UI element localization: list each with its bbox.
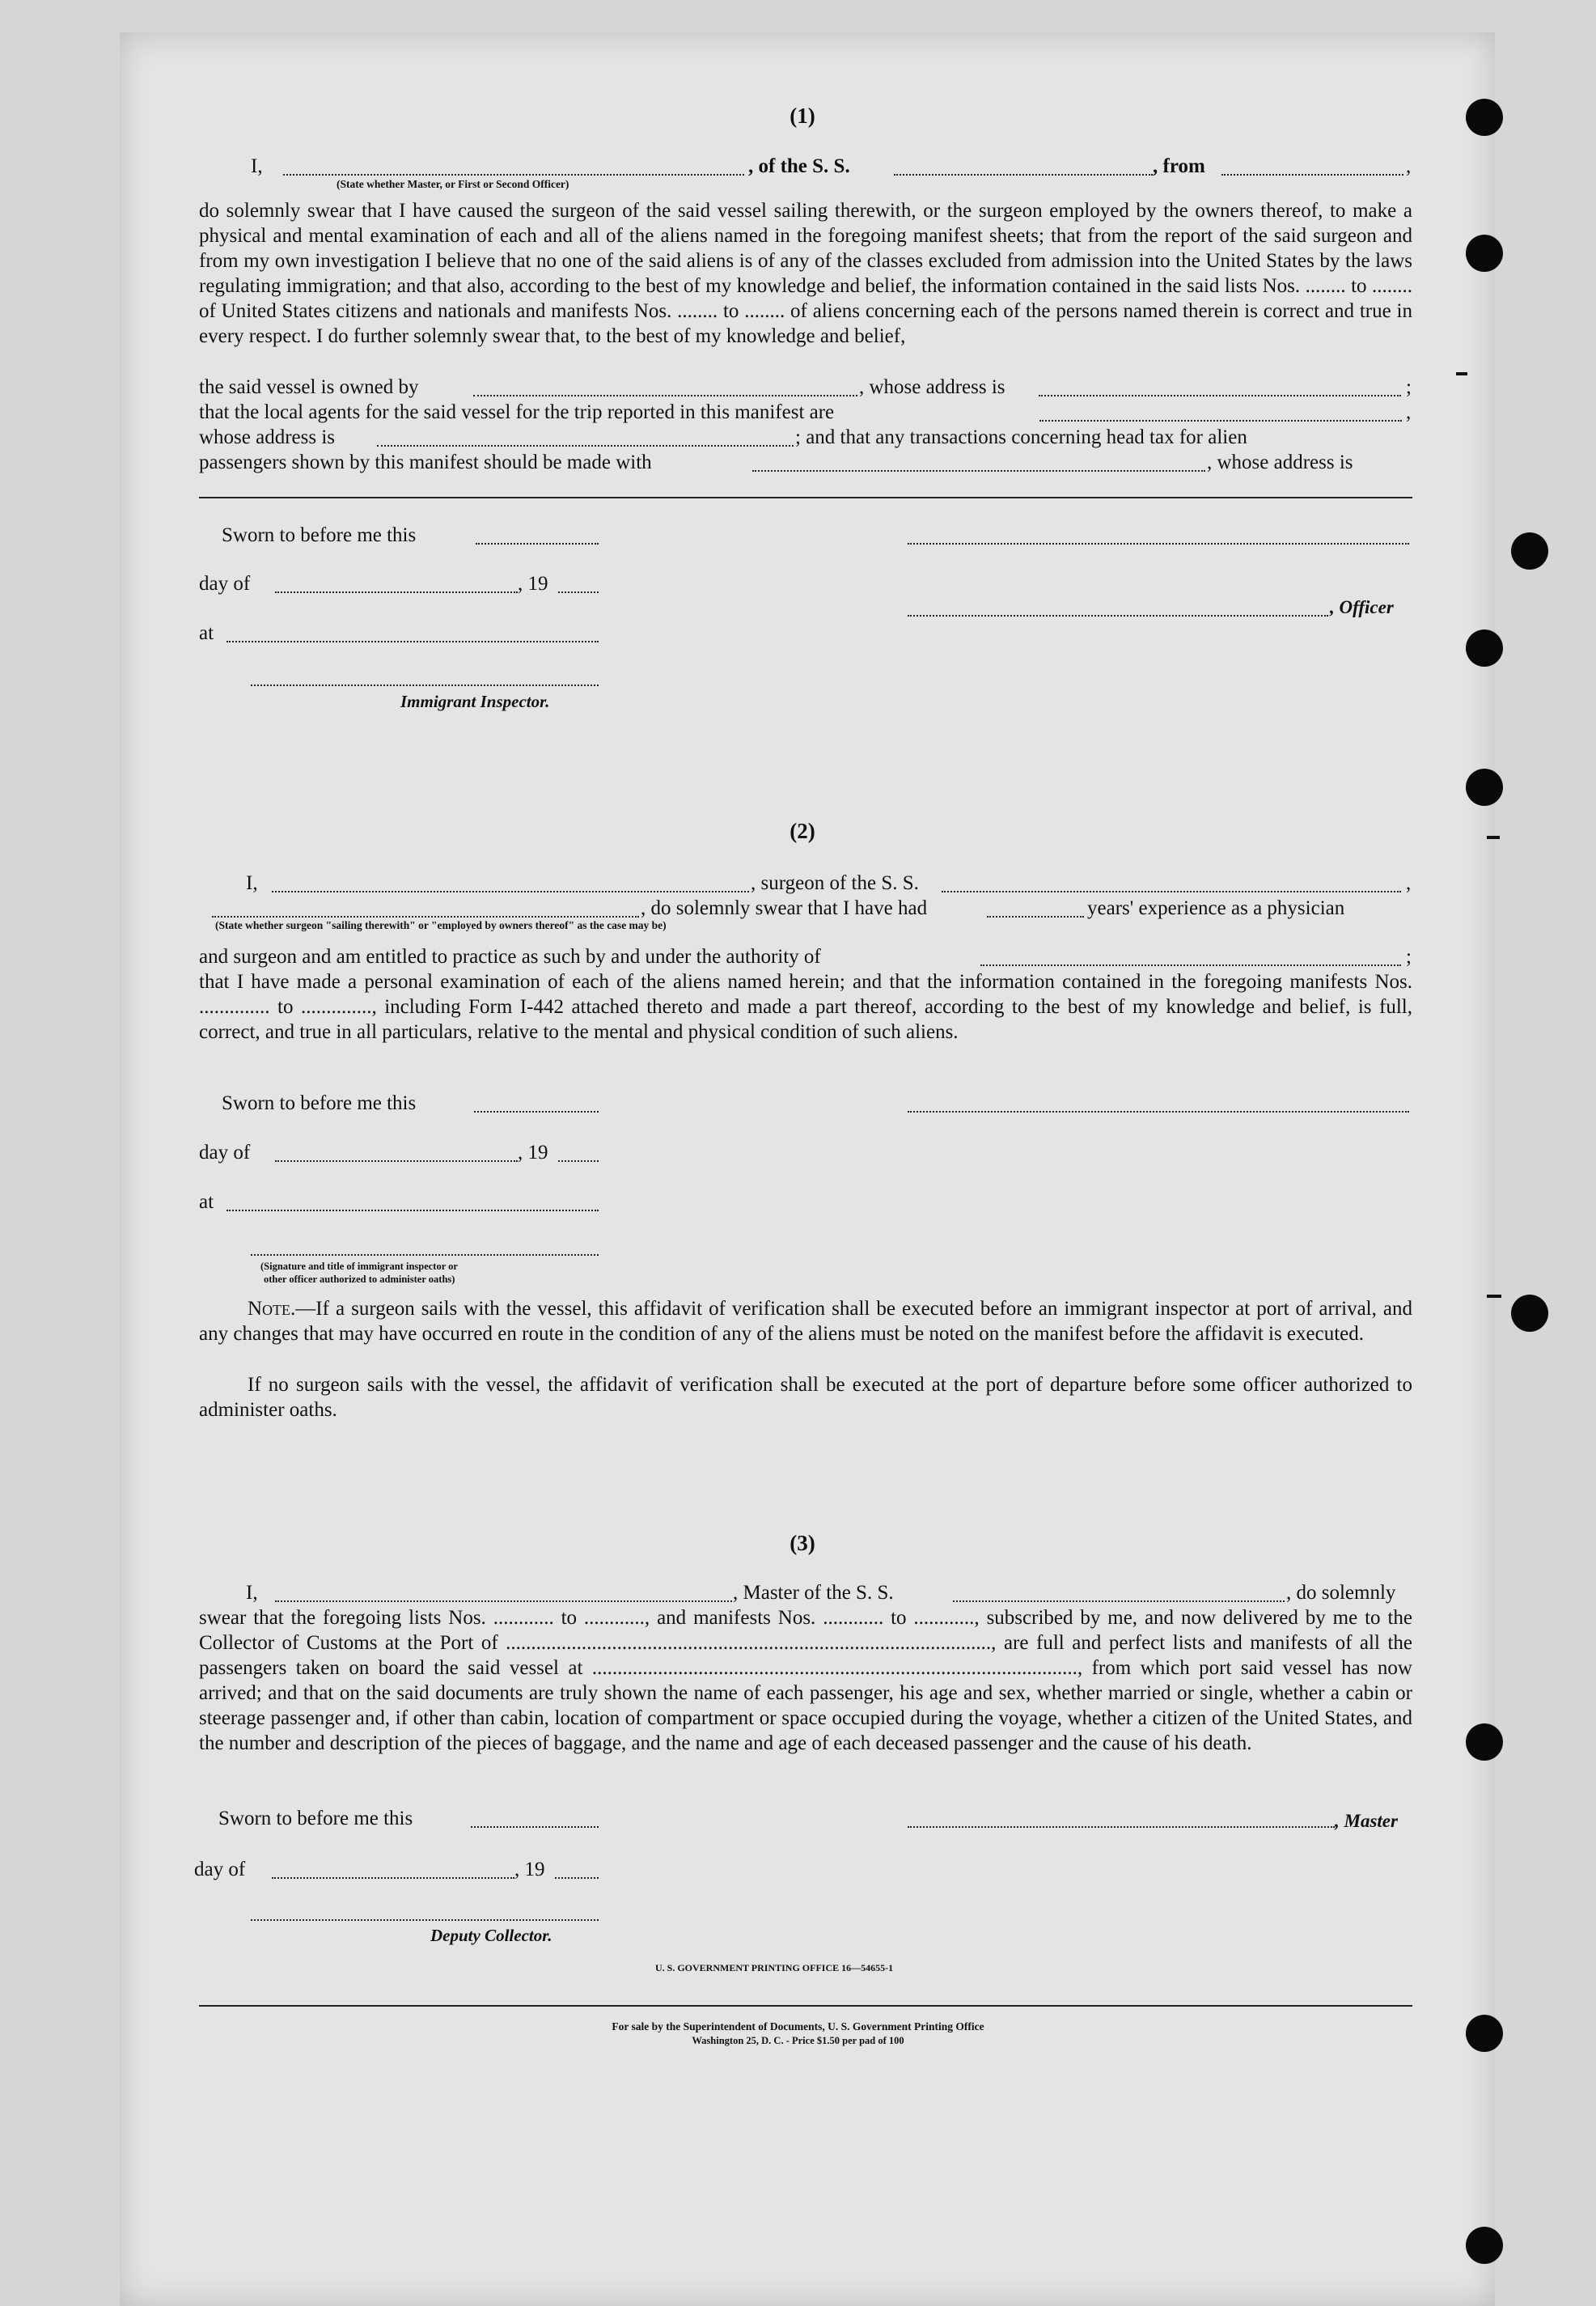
s2-day-label: day of xyxy=(199,1142,251,1164)
s1-sworn-label: Sworn to before me this xyxy=(222,524,417,546)
s1-name-field[interactable] xyxy=(283,174,744,176)
s2-status-caption: (State whether surgeon "sailing therewith" or "employed by owners thereof" as the case may be) xyxy=(215,919,667,931)
s2-note-text: —If a surgeon sails with the vessel, this affidavit of verification shall be executed before an immigrant inspector at port of arrival, and any changes that may have occurred en route in the condition of any of the aliens must be noted on the manifest before the affidavit is executed. xyxy=(199,1298,1412,1345)
s1-from-field[interactable] xyxy=(1221,174,1403,176)
s1-agents-label: that the local agents for the said vessel for the trip reported in this manifest are xyxy=(199,401,835,423)
s3-year-label: , 19 xyxy=(514,1859,545,1880)
s1-year-field[interactable] xyxy=(558,591,599,593)
s1-separator xyxy=(199,497,1412,498)
s3-day-field[interactable] xyxy=(272,1877,514,1879)
s3-master-label: , Master xyxy=(1335,1811,1398,1831)
footer-line-1: For sale by the Superintendent of Documents, U. S. Government Printing Office xyxy=(612,2020,984,2033)
s2-note-label: Note. xyxy=(248,1298,296,1320)
s1-prefix: I, xyxy=(251,155,263,177)
s2-authority-field[interactable] xyxy=(980,964,1401,966)
s2-day-field[interactable] xyxy=(275,1160,518,1162)
s1-officer-label: , Officer xyxy=(1330,597,1394,617)
s2-signature-caption-1: (Signature and title of immigrant inspector or xyxy=(260,1261,458,1272)
s2-practice-label: and surgeon and am entitled to practice as such by and under the authority of xyxy=(199,946,821,968)
s3-collector-label: Deputy Collector. xyxy=(430,1926,552,1945)
s3-prefix: I, xyxy=(246,1582,258,1604)
punch-hole xyxy=(1466,99,1503,136)
s2-name-field[interactable] xyxy=(272,891,749,892)
s1-day-label: day of xyxy=(199,573,251,595)
s1-at-label: at xyxy=(199,622,214,644)
s2-note-paragraph xyxy=(199,1296,1412,1346)
s1-inspector-field[interactable] xyxy=(251,685,599,686)
s3-oath-text: swear that the foregoing lists Nos. ............ to ............, and manifests Nos. ............ to ............, subscribed by me, and now delivered by me to the Collector of Customs at the Port of ................................................................................................, are full and perfect lists and manifests of all the passengers taken on board the said vessel at ................................................................................................, from which port said vessel has now arrived; and that on the said documents are truly shown the name of each passenger, his age and sex, whether married or single, whether a cabin or steerage passenger and, if other than cabin, location of compartment or space occupied during the voyage, whether a citizen of the United States, and the number and description of the pieces of baggage, and the name and age of each deceased passenger and the cause of his death. xyxy=(199,1607,1412,1754)
punch-hole xyxy=(1511,1295,1548,1332)
s1-year-label: , 19 xyxy=(518,573,548,595)
s2-sworn-label: Sworn to before me this xyxy=(222,1092,417,1114)
s1-vessel-field[interactable] xyxy=(894,174,1153,176)
s1-inspector-label: Immigrant Inspector. xyxy=(400,692,550,711)
s1-day-field[interactable] xyxy=(275,591,518,593)
s2-surgeon-of: , surgeon of the S. S. xyxy=(751,872,919,894)
s2-note2-text: If no surgeon sails with the vessel, the affidavit of verification shall be executed at the port of departure before some officer authorized to administer oaths. xyxy=(199,1374,1412,1421)
punch-hole xyxy=(1511,532,1548,570)
s3-year-field[interactable] xyxy=(555,1877,599,1879)
s2-sworn-field[interactable] xyxy=(474,1111,599,1113)
s2-surgeon-sign-field[interactable] xyxy=(908,1111,1409,1113)
s1-at-field[interactable] xyxy=(226,641,599,642)
s1-head-tax-field[interactable] xyxy=(752,470,1205,472)
s2-years-field[interactable] xyxy=(987,916,1084,918)
s1-agents-address-label: whose address is xyxy=(199,426,336,448)
printing-office-line: U. S. GOVERNMENT PRINTING OFFICE 16—54655-1 xyxy=(655,1962,894,1973)
s3-master-sign-field[interactable] xyxy=(908,1826,1335,1828)
s2-years-text: years' experience as a physician xyxy=(1087,897,1345,919)
section-1-number: (1) xyxy=(790,104,815,128)
s1-owner-address-label: , whose address is xyxy=(859,376,1005,398)
s3-do-solemnly: , do solemnly xyxy=(1286,1582,1396,1604)
s3-day-label: day of xyxy=(194,1859,246,1880)
s1-head-tax-text: ; and that any transactions concerning head tax for alien xyxy=(795,426,1247,448)
s3-sworn-field[interactable] xyxy=(471,1826,599,1828)
s1-officer-sign-field[interactable] xyxy=(908,615,1328,617)
s1-owned-by-label: the said vessel is owned by xyxy=(199,376,419,398)
s1-officer-caption: (State whether Master, or First or Second Officer) xyxy=(337,178,569,190)
footer-line-2: Washington 25, D. C. - Price $1.50 per pad of 100 xyxy=(692,2035,904,2046)
s2-prefix: I, xyxy=(246,872,258,894)
s1-agents-address-field[interactable] xyxy=(377,445,794,447)
s1-owner-field[interactable] xyxy=(473,395,857,396)
s3-collector-sign-field[interactable] xyxy=(251,1919,599,1921)
punch-hole xyxy=(1466,1723,1503,1761)
s1-head-tax-address-label: , whose address is xyxy=(1207,451,1353,473)
section-2-number: (2) xyxy=(790,819,815,843)
s2-vessel-field[interactable] xyxy=(942,891,1401,892)
scan-mark xyxy=(1456,372,1467,375)
s2-year-label: , 19 xyxy=(518,1142,548,1164)
s1-from: , from xyxy=(1153,155,1205,177)
scan-mark xyxy=(1487,836,1500,839)
s2-year-field[interactable] xyxy=(558,1160,599,1162)
s2-signature-caption-2: other officer authorized to administer oaths) xyxy=(264,1274,455,1285)
s3-vessel-field[interactable] xyxy=(953,1600,1285,1602)
punch-hole xyxy=(1466,769,1503,806)
s2-signature-field[interactable] xyxy=(251,1254,599,1256)
s2-swear-text: , do solemnly swear that I have had xyxy=(641,897,928,919)
s2-at-field[interactable] xyxy=(226,1210,599,1211)
s1-oath-text: do solemnly swear that I have caused the surgeon of the said vessel sailing therewith, or the surgeon employed by the owners thereof, to make a physical and mental examination of each and all of the aliens named in the foregoing manifest sheets; that from the report of the said surgeon and from my own investigation I believe that no one of the said aliens is of any of the classes excluded from admission into the United States by the laws regulating immigration; and that also, according to the best of my knowledge and belief, the information contained in the said lists Nos. ........ to ........ of United States citizens and nationals and manifests Nos. ........ to ........ of aliens concerning each of the persons named therein is correct and true in every respect. I do further solemnly swear that, to the best of my knowledge and belief, xyxy=(199,200,1412,347)
s3-master-of: , Master of the S. S. xyxy=(733,1582,894,1604)
s2-at-label: at xyxy=(199,1191,214,1213)
footer-rule xyxy=(199,2005,1412,2007)
punch-hole xyxy=(1466,2227,1503,2264)
s1-sworn-field[interactable] xyxy=(476,543,599,545)
punch-hole xyxy=(1466,629,1503,667)
s2-status-field[interactable] xyxy=(212,916,639,918)
s1-owner-address-field[interactable] xyxy=(1039,395,1401,396)
s2-oath-text: that I have made a personal examination of each of the aliens named herein; and that the information contained in the foregoing manifests Nos. .............. to .............., including Form I-442 attached thereto and made a part thereof, according to the best of my knowledge and belief, is full, correct, and true in all particulars, relative to the mental and physical condition of such aliens. xyxy=(199,971,1412,1043)
s1-officer-name-field[interactable] xyxy=(908,543,1409,545)
s1-agents-field[interactable] xyxy=(1039,420,1402,422)
s3-name-field[interactable] xyxy=(275,1600,732,1602)
s1-head-tax-label: passengers shown by this manifest should be made with xyxy=(199,451,652,473)
punch-hole xyxy=(1466,235,1503,272)
s1-of-ss: , of the S. S. xyxy=(748,155,850,177)
s3-sworn-label: Sworn to before me this xyxy=(218,1808,413,1829)
scan-mark xyxy=(1487,1295,1501,1298)
section-3-number: (3) xyxy=(790,1531,815,1555)
